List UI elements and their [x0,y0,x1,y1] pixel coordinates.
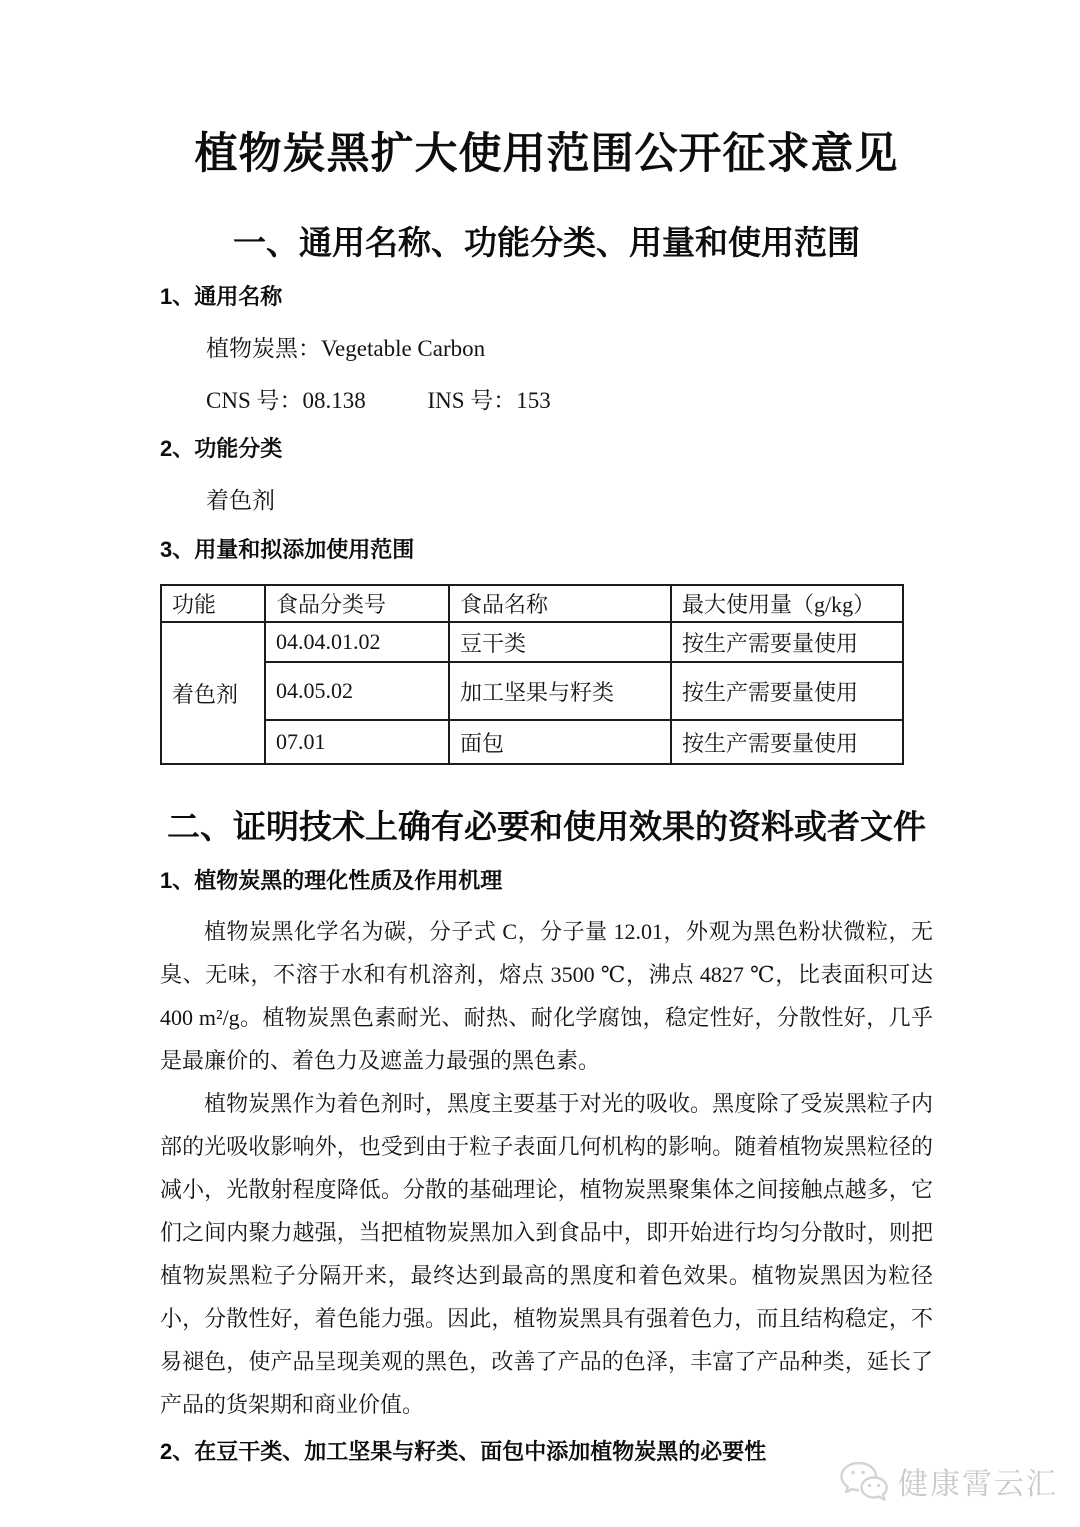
column-header-food-name: 食品名称 [449,585,671,622]
paragraph-properties: 植物炭黑化学名为碳，分子式 C，分子量 12.01，外观为黑色粉状微粒，无臭、无味，不溶于水和有机溶剂，熔点 3500 ℃，沸点 4827 ℃，比表面积可达 400 m²/g。植物炭黑色素耐光、耐热、耐化学腐蚀，稳定性好，分散性好，几乎是最廉价的、着色力及遮盖力最强的黑色素。 [160,918,933,1073]
max-usage-cell: 按生产需要量使用 [671,622,903,662]
subheading-function-class: 2、功能分类 [160,436,283,462]
table-row [161,662,903,720]
column-header-food-category-code: 食品分类号 [265,585,449,622]
table-row [161,622,903,662]
paragraph-coloring-mechanism: 植物炭黑作为着色剂时，黑度主要基于对光的吸收。黑度除了受炭黑粒子内部的光吸收影响外，也受到由于粒子表面几何机构的影响。随着植物炭黑粒径的减小，光散射程度降低。分散的基础理论，植物炭黑聚集体之间接触点越多，它们之间内聚力越强，当把植物炭黑加入到食品中，即开始进行均匀分散时，则把植物炭黑粒子分隔开来，最终达到最高的黑度和着色效果。植物炭黑因为粒径小，分散性好，着色能力强。因此，植物炭黑具有强着色力，而且结构稳定，不易褪色，使产品呈现美观的黑色，改善了产品的色泽，丰富了产品种类，延长了产品的货架期和商业价值。 [160,1090,933,1417]
cns-number: CNS 号：08.138 [206,387,366,413]
ins-number: INS 号：153 [427,387,551,413]
subheading-necessity: 2、在豆干类、加工坚果与籽类、面包中添加植物炭黑的必要性 [160,1438,767,1464]
subheading-common-name: 1、通用名称 [160,284,283,310]
subheading-physicochemical-properties: 1、植物炭黑的理化性质及作用机理 [160,868,503,894]
category-code-cell: 07.01 [265,720,449,764]
food-name-cell: 加工坚果与籽类 [449,662,671,720]
column-header-max-usage: 最大使用量（g/kg） [671,585,903,622]
food-name-cell: 豆干类 [449,622,671,662]
max-usage-cell: 按生产需要量使用 [671,720,903,764]
food-name-cell: 面包 [449,720,671,764]
max-usage-cell: 按生产需要量使用 [671,662,903,720]
function-cell: 着色剂 [161,622,265,764]
section-2-heading: 二、证明技术上确有必要和使用效果的资料或者文件 [167,808,926,846]
category-code-cell: 04.05.02 [265,662,449,720]
table-header-row [161,585,903,622]
watermark [838,1459,1058,1503]
usage-table [160,584,904,765]
table-row [161,720,903,764]
common-name-line: 植物炭黑：Vegetable Carbon [206,335,486,361]
document-content [160,0,933,1466]
page-title: 植物炭黑扩大使用范围公开征求意见 [194,130,899,178]
section-1-heading: 一、通用名称、功能分类、用量和使用范围 [233,224,860,262]
column-header-function: 功能 [161,585,265,622]
category-code-cell: 04.04.01.02 [265,622,449,662]
watermark-text: 健康霄云汇 [898,1468,1058,1501]
cns-ins-line [160,386,933,416]
wechat-icon [838,1460,890,1502]
function-class-value: 着色剂 [206,488,275,513]
subheading-usage-scope: 3、用量和拟添加使用范围 [160,536,415,562]
